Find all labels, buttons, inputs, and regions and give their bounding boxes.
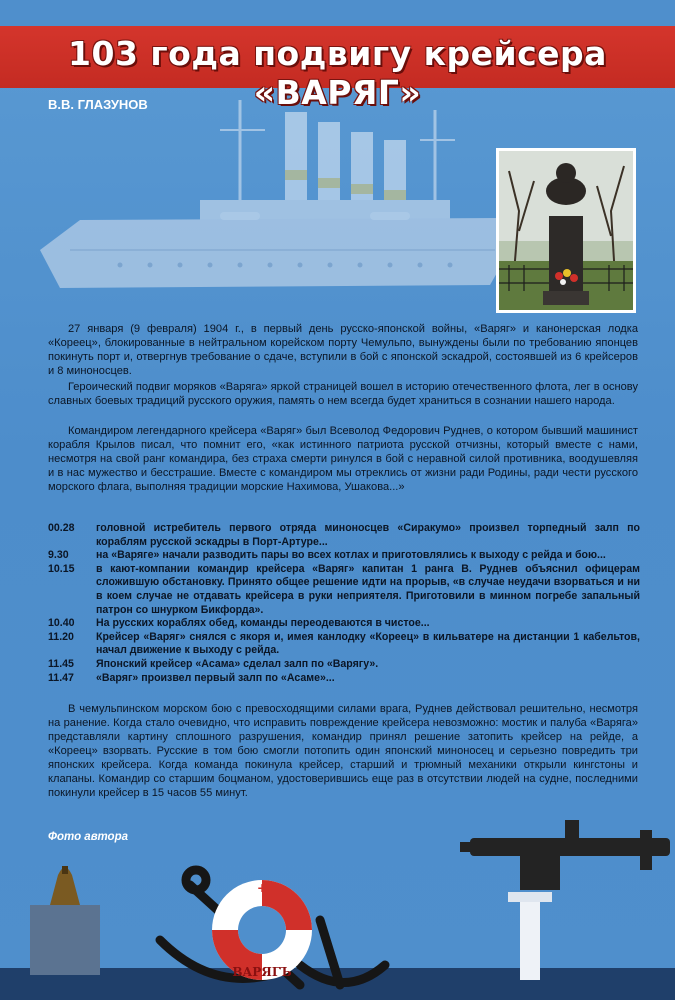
photo-credit: Фото автора bbox=[48, 831, 129, 843]
paragraph-battle: В чемульпинском морском бою с превосходящими силами врага, Руднев действовал решительно, несмотря на ранение. Когда стало очевидно, что исправить повреждение крейсера невозможно: мостик и палуба «Варяга» представляли картину сплошного разрушения, командир принял решение затопить крейсер на рейде, а «Кореец» взорвать. Русские в том бою смогли потопить один японский миноносец и серьезно повредить три японских крейсера. Когда команда покинула крейсер, старший и трюмный механики открыли кингстоны и клапаны. Командир со старшим боцманом, удостоверившись еще раз в отсутствии людей на судне, последними покинули крейсер в 15 часов 55 минут. bbox=[48, 703, 638, 799]
timeline-time: 11.45 bbox=[48, 657, 74, 670]
timeline-text: в кают-компании командир крейсера «Варяг» капитан 1 ранга В. Руднев объяснил офицерам сложившую обстановку. Принято общее решение идти на прорыв, «в случае неудачи взорваться и ни в коем случае не отдавать крейсера в руки неприятеля. Приготовили в минном погребе запальный патрон со шнурком Бикфорда». bbox=[96, 562, 640, 616]
timeline-entry bbox=[48, 658, 640, 672]
timeline-text: На русских кораблях обед, команды переодеваются в чистое... bbox=[96, 617, 430, 630]
timeline-time: 9.30 bbox=[48, 549, 69, 562]
timeline-entry bbox=[48, 617, 640, 631]
timeline-text: «Варяг» произвел первый залп по «Асаме»... bbox=[96, 671, 335, 684]
museum-objects-illustration bbox=[0, 800, 675, 1000]
timeline-time: 11.20 bbox=[48, 630, 74, 643]
timeline-text: головной истребитель первого отряда миноносцев «Сиракумо» произвел торпедный залп по кораблям русской эскадры в Порт-Артуре... bbox=[96, 522, 640, 548]
timeline-entry bbox=[48, 631, 640, 658]
lifebuoy-label: ВАРЯГЪ bbox=[232, 965, 292, 979]
timeline-entry bbox=[48, 672, 640, 686]
timeline-time: 10.15 bbox=[48, 562, 75, 575]
monument-photo bbox=[496, 148, 636, 313]
timeline-time: 00.28 bbox=[48, 522, 75, 534]
paragraph-commander: Командиром легендарного крейсера «Варяг» был Всеволод Федорович Руднев, о котором бывший машинист корабля Крылов писал, что помнит его, «как истинного патриота русской отчизны, который вместе с нами, несмотря на свой ранг командира, без страха смерти ринулся в бой с неравной силой противника, воодушевляя и в нас мужество и бесстрашие. Вместе с командиром мы отреклись от жизни ради Родины, ради чести русского морского флага, выполняя традиции морские Нахимова, Ушакова...» bbox=[48, 425, 638, 493]
timeline-entry bbox=[48, 522, 640, 549]
article-author: В.В. ГЛАЗУНОВ bbox=[48, 97, 148, 112]
top-band bbox=[0, 0, 675, 26]
cruiser-illustration bbox=[40, 100, 510, 310]
timeline-time: 11.47 bbox=[48, 671, 74, 684]
paragraph-intro: 27 января (9 февраля) 1904 г., в первый день русско-японской войны, «Варяг» и канонерская лодка «Кореец», блокированные в нейтральном корейском порту Чемульпо, вынуждены были по требованию японцев покинуть порт и, отвергнув требование о сдаче, вступили в бой с японской эскадрой, состоявшей из 6 крейсеров и 8 миноносцев. bbox=[48, 323, 638, 377]
timeline-text: Крейсер «Варяг» снялся с якоря и, имея канлодку «Кореец» в кильватере на дистанции 1 кабельтов, начал движение к выходу с рейда. bbox=[96, 630, 640, 657]
timeline-entry bbox=[48, 549, 640, 563]
timeline-text: Японский крейсер «Асама» сделал залп по «Варягу». bbox=[96, 657, 379, 670]
timeline-text: на «Варяге» начали разводить пары во всех котлах и приготовлялись к выходу с рейда и бою... bbox=[96, 549, 606, 562]
timeline-entry bbox=[48, 563, 640, 617]
battle-timeline bbox=[48, 522, 640, 685]
article-title: 103 года подвигу крейсера «ВАРЯГ» bbox=[68, 34, 607, 112]
paragraph-heroism: Героический подвиг моряков «Варяга» яркой страницей вошел в историю отечественного флота, лег в основу славных боевых традиций русского оружия, память о нем всегда будет храниться в сознании нашего народа. bbox=[48, 381, 638, 407]
timeline-time: 10.40 bbox=[48, 617, 75, 630]
svg-text:+: + bbox=[256, 881, 268, 895]
